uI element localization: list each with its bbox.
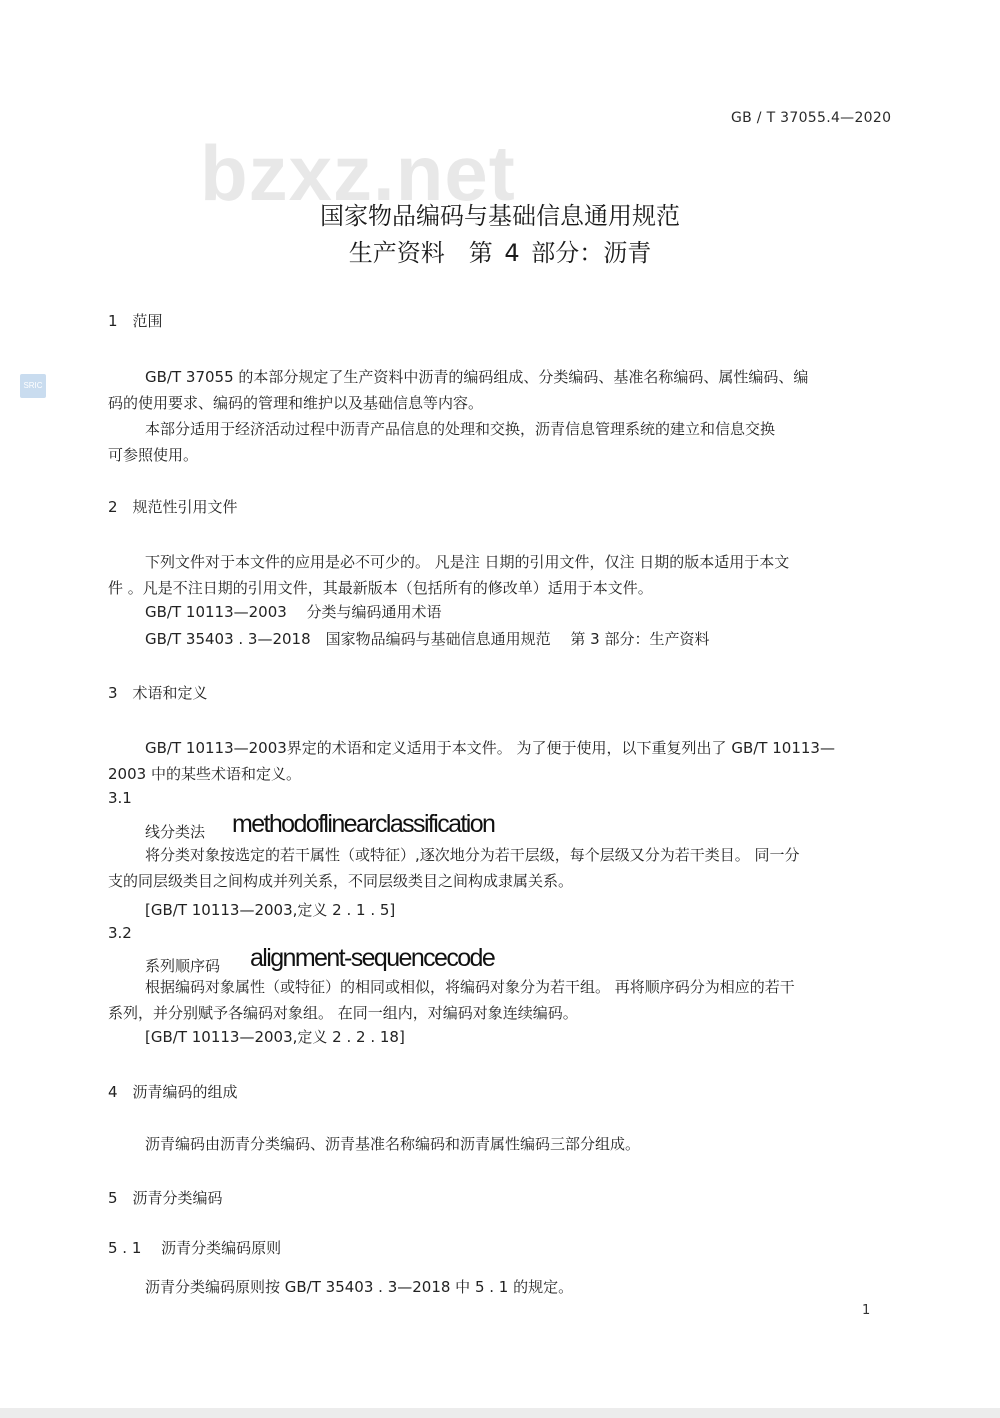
term-2-number: 3.2 <box>108 924 132 942</box>
document-subtitle: 生产资料 第 4 部分：沥青 <box>348 239 652 267</box>
section-2-para-line-1: 下列文件对于本文件的应用是必不可少的。 凡是注 日期的引用文件，仅注 日期的版本适用于本文 <box>145 553 790 571</box>
section-4-para: 沥青编码由沥青分类编码、沥青基准名称编码和沥青属性编码三部分组成。 <box>145 1135 641 1153</box>
standard-number: GB / T 37055.4—2020 <box>731 110 892 126</box>
term-1-number: 3.1 <box>108 789 132 807</box>
page-number: 1 <box>862 1303 871 1318</box>
term-2-definition-line-1: 根据编码对象属性（或特征）的相同或相似，将编码对象分为若干组。 再将顺序码分为相应的若干 <box>145 978 795 996</box>
term-1-english: methodoflinearclassification <box>232 810 495 838</box>
section-1-para-1-line-2: 码的使用要求、编码的管理和维护以及基础信息等内容。 <box>108 394 484 412</box>
section-4-heading: 4 沥青编码的组成 <box>108 1083 238 1101</box>
section-3-heading: 3 术语和定义 <box>108 684 208 702</box>
section-1-para-2-line-1: 本部分适用于经济活动过程中沥青产品信息的处理和交换，沥青信息管理系统的建立和信息交换 <box>145 420 776 438</box>
term-2-definition-line-2: 系列，并分别赋予各编码对象组。 在同一组内，对编码对象连续编码。 <box>108 1004 578 1022</box>
term-1-definition-line-1: 将分类对象按选定的若干属性（或特征）,逐次地分为若干层级，每个层级又分为若干类目。 同一分 <box>145 846 800 864</box>
section-1-para-2-line-2: 可参照使用。 <box>108 446 199 464</box>
section-3-para-line-2: 2003 中的某些术语和定义。 <box>108 765 301 783</box>
term-1-source: [GB/T 10113—2003,定义 2 . 1 . 5] <box>145 901 396 919</box>
page-bottom-edge <box>0 1408 1000 1418</box>
normative-reference-1: GB/T 10113—2003 分类与编码通用术语 <box>145 603 442 621</box>
section-5-1-para: 沥青分类编码原则按 GB/T 35403 . 3—2018 中 5 . 1 的规定。 <box>145 1278 574 1296</box>
side-badge[interactable]: SRIC <box>20 374 46 398</box>
watermark: bzxz.net <box>200 129 516 217</box>
term-1-definition-line-2: 支的同层级类目之间构成并列关系，不同层级类目之间构成隶属关系。 <box>108 872 574 890</box>
section-1-heading: 1 范围 <box>108 312 163 330</box>
section-1-para-1-line-1: GB/T 37055 的本部分规定了生产资料中沥青的编码组成、分类编码、基准名称编码、属性编码、编 <box>145 368 809 386</box>
section-3-para-line-1: GB/T 10113—2003界定的术语和定义适用于本文件。 为了便于使用，以下重复列出了 GB/T 10113— <box>145 739 835 757</box>
term-2-source: [GB/T 10113—2003,定义 2 . 2 . 18] <box>145 1028 405 1046</box>
section-2-heading: 2 规范性引用文件 <box>108 498 238 516</box>
section-2-para-line-2: 件 。凡是不注日期的引用文件，其最新版本（包括所有的修改单）适用于本文件。 <box>108 579 653 597</box>
term-2-english: alignment-sequencecode <box>250 944 495 972</box>
section-5-1-heading: 5 . 1 沥青分类编码原则 <box>108 1239 282 1257</box>
term-2-chinese: 系列顺序码 <box>145 957 221 975</box>
normative-reference-2: GB/T 35403 . 3—2018 国家物品编码与基础信息通用规范 第 3 部分：生产资料 <box>145 630 710 648</box>
section-5-heading: 5 沥青分类编码 <box>108 1189 223 1207</box>
document-title: 国家物品编码与基础信息通用规范 <box>320 202 680 230</box>
term-1-chinese: 线分类法 <box>145 823 206 841</box>
